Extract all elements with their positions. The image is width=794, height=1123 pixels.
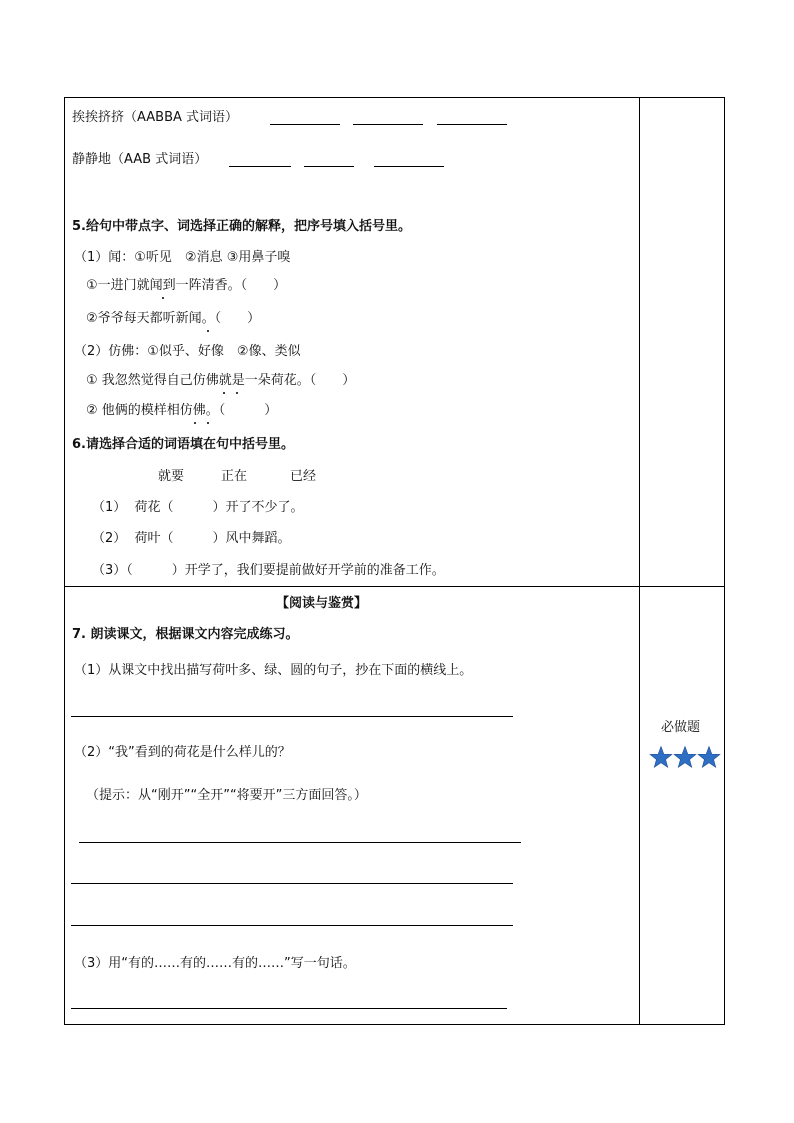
q6-word-2: 正在 [221,469,248,484]
answer-line[interactable] [270,124,340,125]
reading-header: 【阅读与鉴赏】 [276,596,368,611]
aab-label: 静静地（AAB 式词语） [72,152,208,167]
answer-line[interactable] [229,166,291,167]
side-cell-2 [639,586,725,1025]
q7-3: （3）用“有的……有的……有的……”写一句话。 [74,956,356,971]
answer-line[interactable] [79,842,521,843]
side-cell-1 [639,97,725,587]
emphasis-dot [207,330,209,332]
required-label: 必做题 [661,720,701,735]
answer-line[interactable] [71,883,513,884]
answer-line[interactable] [71,716,513,717]
q6-word-3: 已经 [290,469,317,484]
q5-1-head: （1）闻：①听见 ②消息 ③用鼻子嗅 [74,250,291,265]
q7-1: （1）从课文中找出描写荷叶多、绿、圆的句子，抄在下面的横线上。 [74,663,473,678]
q5-title: 5.给句中带点字、词选择正确的解释，把序号填入括号里。 [72,219,411,234]
q7-2: （2）“我”看到的荷花是什么样儿的？ [74,745,291,760]
q5-2-a: ① 我忽然觉得自己仿佛就是一朵荷花。（ ） [86,373,356,388]
emphasis-dot [223,392,225,394]
q5-1-a: ①一进门就闻到一阵清香。（ ） [86,278,287,293]
emphasis-dot [162,297,164,299]
answer-line[interactable] [71,1008,507,1009]
star-icon [674,747,696,768]
answer-line[interactable] [353,124,423,125]
q6-title: 6.请选择合适的词语填在句中括号里。 [72,437,294,452]
q6-1: （1） 荷花（ ）开了不少了。 [92,500,304,515]
q7-2-hint: （提示：从“刚开”“全开”“将要开”三方面回答。） [86,788,367,803]
answer-line[interactable] [437,124,507,125]
aabba-label: 挨挨挤挤（AABBA 式词语） [72,110,239,125]
q6-3: （3）（ ）开学了，我们要提前做好开学前的准备工作。 [92,563,445,578]
answer-line[interactable] [374,166,444,167]
q7-title: 7. 朗读课文，根据课文内容完成练习。 [72,627,299,642]
answer-line[interactable] [304,166,354,167]
q6-2: （2） 荷叶（ ）风中舞蹈。 [92,531,291,546]
q5-1-b: ②爷爷每天都听新闻。（ ） [86,311,261,326]
q5-2-head: （2）仿佛：①似乎、好像 ②像、类似 [74,344,301,359]
q6-word-1: 就要 [158,469,185,484]
difficulty-stars [649,745,721,769]
emphasis-dot [194,422,196,424]
star-icon [698,747,720,768]
emphasis-dot [207,422,209,424]
star-icon [650,747,672,768]
answer-line[interactable] [71,925,513,926]
emphasis-dot [236,392,238,394]
q5-2-b: ② 他俩的模样相仿佛。（ ） [86,403,278,418]
